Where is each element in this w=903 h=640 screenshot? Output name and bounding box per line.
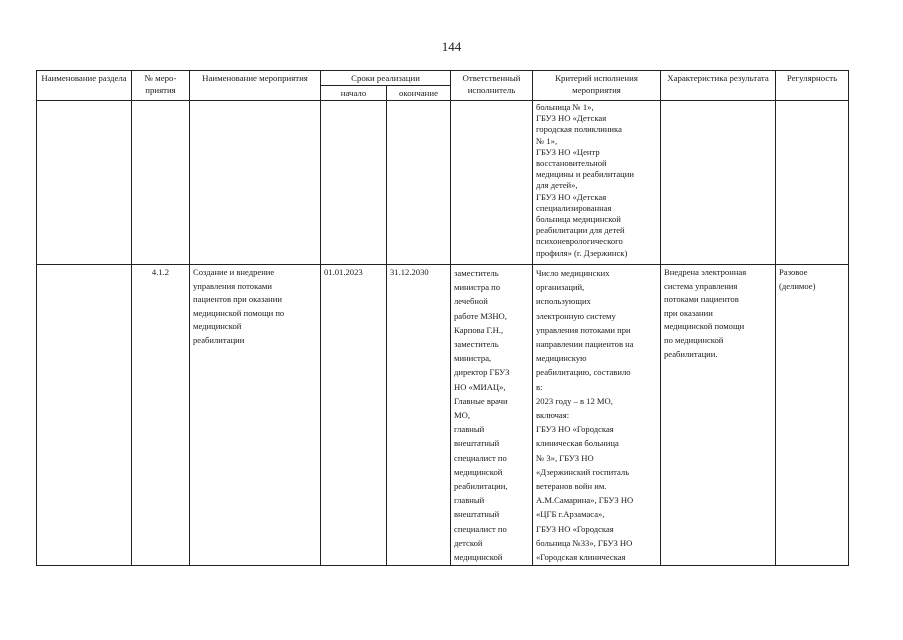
name-cell: Создание и внедрение управления потоками пациентов при оказании медицинской помощи по медицинской реабилитации bbox=[190, 265, 321, 566]
header-section-name: Наименование раздела bbox=[37, 71, 132, 101]
table-row bbox=[37, 265, 849, 566]
number-cell bbox=[132, 101, 190, 265]
start-cell: 01.01.2023 bbox=[321, 265, 387, 566]
regularity-cell: Разовое (делимое) bbox=[776, 265, 849, 566]
regularity-cell bbox=[776, 101, 849, 265]
section-cell bbox=[37, 101, 132, 265]
end-cell: 31.12.2030 bbox=[387, 265, 451, 566]
header-end: окончание bbox=[387, 86, 451, 101]
header-event-number: № меро-приятия bbox=[132, 71, 190, 101]
responsible-cell: заместитель министра по лечебной работе МЗНО, Карпова Г.Н., заместитель министра, директор ГБУЗ НО «МИАЦ», Главные врачи МО, главный внештатный специалист по медицинской реабилитации, главный внештатный специалист по детской медицинской bbox=[451, 265, 533, 566]
responsible-cell bbox=[451, 101, 533, 265]
header-criterion: Критерий исполнения мероприятия bbox=[533, 71, 661, 101]
header-regularity: Регулярность bbox=[776, 71, 849, 101]
page-number: 144 bbox=[441, 39, 462, 54]
start-cell bbox=[321, 101, 387, 265]
header-start: начало bbox=[321, 86, 387, 101]
header-result: Характеристика результата bbox=[661, 71, 776, 101]
result-cell bbox=[661, 101, 776, 265]
header-event-name: Наименование мероприятия bbox=[190, 71, 321, 101]
section-cell bbox=[37, 265, 132, 566]
name-cell bbox=[190, 101, 321, 265]
header-timeline: Сроки реализации bbox=[321, 71, 451, 86]
number-cell: 4.1.2 bbox=[132, 265, 190, 566]
end-cell bbox=[387, 101, 451, 265]
measures-table bbox=[36, 70, 849, 566]
result-cell: Внедрена электронная система управления потоками пациентов при оказании медицинской помощи по медицинской реабилитации. bbox=[661, 265, 776, 566]
criterion-cell: больница № 1», ГБУЗ НО «Детская городская поликлиника № 1», ГБУЗ НО «Центр восстановительной медицины и реабилитации для детей», ГБУЗ НО «Детская специализированная больница медицинской реабилитации для детей психоневрологического профиля» (г. Дзержинск) bbox=[533, 101, 661, 265]
table-row bbox=[37, 101, 849, 265]
criterion-cell: Число медицинских организаций, использующих электронную систему управления потоками при направлении пациентов на медицинскую реабилитацию, составило в: 2023 году – в 12 МО, включая: ГБУЗ НО «Городская клиническая больница № 3», ГБУЗ НО «Дзержинский госпиталь ветеранов войн им. А.М.Самарина», ГБУЗ НО «ЦГБ г.Арзамаса», ГБУЗ НО «Городская больница №33», ГБУЗ НО «Городская клиническая bbox=[533, 265, 661, 566]
header-responsible: Ответственный исполнитель bbox=[451, 71, 533, 101]
header-row-1 bbox=[37, 71, 849, 86]
